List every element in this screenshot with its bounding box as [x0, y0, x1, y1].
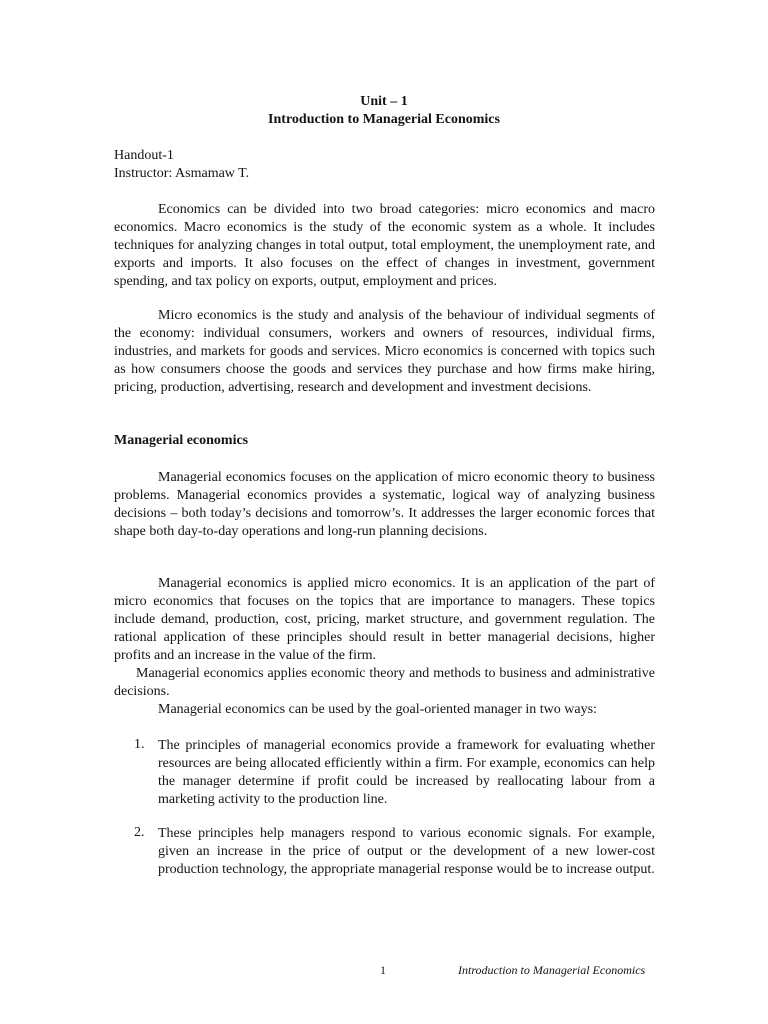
unit-heading: Unit – 1	[360, 94, 408, 109]
list-item	[134, 825, 655, 879]
list-number: 1.	[134, 737, 145, 752]
running-footer-title: Introduction to Managerial Economics	[458, 963, 646, 977]
paragraph-micro-economics	[114, 307, 655, 397]
section-heading: Managerial economics	[114, 433, 249, 448]
paragraph-text: Managerial economics applies economic theory and methods to business and administrative decisions.	[114, 666, 655, 699]
paragraph-applied-micro	[114, 575, 655, 665]
document-title: Introduction to Managerial Economics	[268, 112, 500, 127]
instructor-label: Instructor: Asmamaw T.	[114, 166, 250, 181]
list-item	[134, 737, 655, 809]
list-number: 2.	[134, 825, 145, 840]
paragraph-text: Managerial economics is applied micro economics. It is an application of the part of micro economics that focuses on the topics that are importance to managers. These topics include demand, production, cost, pricing, market structure, and government regulation. The rational application of these principles should result in better managerial decisions, higher profits and an increase in the value of the firm.	[114, 576, 655, 663]
paragraph-text: Managerial economics can be used by the goal-oriented manager in two ways:	[158, 702, 597, 717]
paragraph-text: Micro economics is the study and analysis of the behaviour of individual segments of the economy: individual consumers, workers and owners of resources, individual firms, industries, and markets for goods and services. Micro economics is concerned with topics such as how consumers choose the goods and services they purchase and how firms make hiring, pricing, production, advertising, research and development and investment decisions.	[114, 308, 655, 395]
paragraph-applies-theory	[114, 665, 655, 701]
paragraph-two-ways	[114, 701, 655, 719]
list-text: The principles of managerial economics provide a framework for evaluating whether resources are being allocated efficiently within a firm. For example, economics can help the manager determine if profit could be increased by reallocating labour from a marketing activity to the production line.	[158, 738, 655, 807]
list-text: These principles help managers respond to various economic signals. For example, given an increase in the price of output or the development of a new lower-cost production technology, the appropriate managerial response would be to increase output.	[158, 826, 655, 877]
paragraph-text: Managerial economics focuses on the application of micro economic theory to business problems. Managerial economics provides a systematic, logical way of analyzing business decisions – both today’s decisions and tomorrow’s. It addresses the larger economic forces that shape both day-to-day operations and long-run planning decisions.	[114, 470, 655, 539]
paragraph-text: Economics can be divided into two broad categories: micro economics and macro economics. Macro economics is the study of the economic system as a whole. It includes techniques for analyzing changes in total output, total employment, the unemployment rate, and exports and imports. It also focuses on the effect of changes in investment, government spending, and tax policy on exports, output, employment and prices.	[114, 202, 655, 289]
paragraph-macro-micro	[114, 201, 655, 291]
handout-label: Handout-1	[114, 148, 174, 163]
page-number: 1	[380, 963, 386, 977]
paragraph-managerial-focus	[114, 469, 655, 541]
